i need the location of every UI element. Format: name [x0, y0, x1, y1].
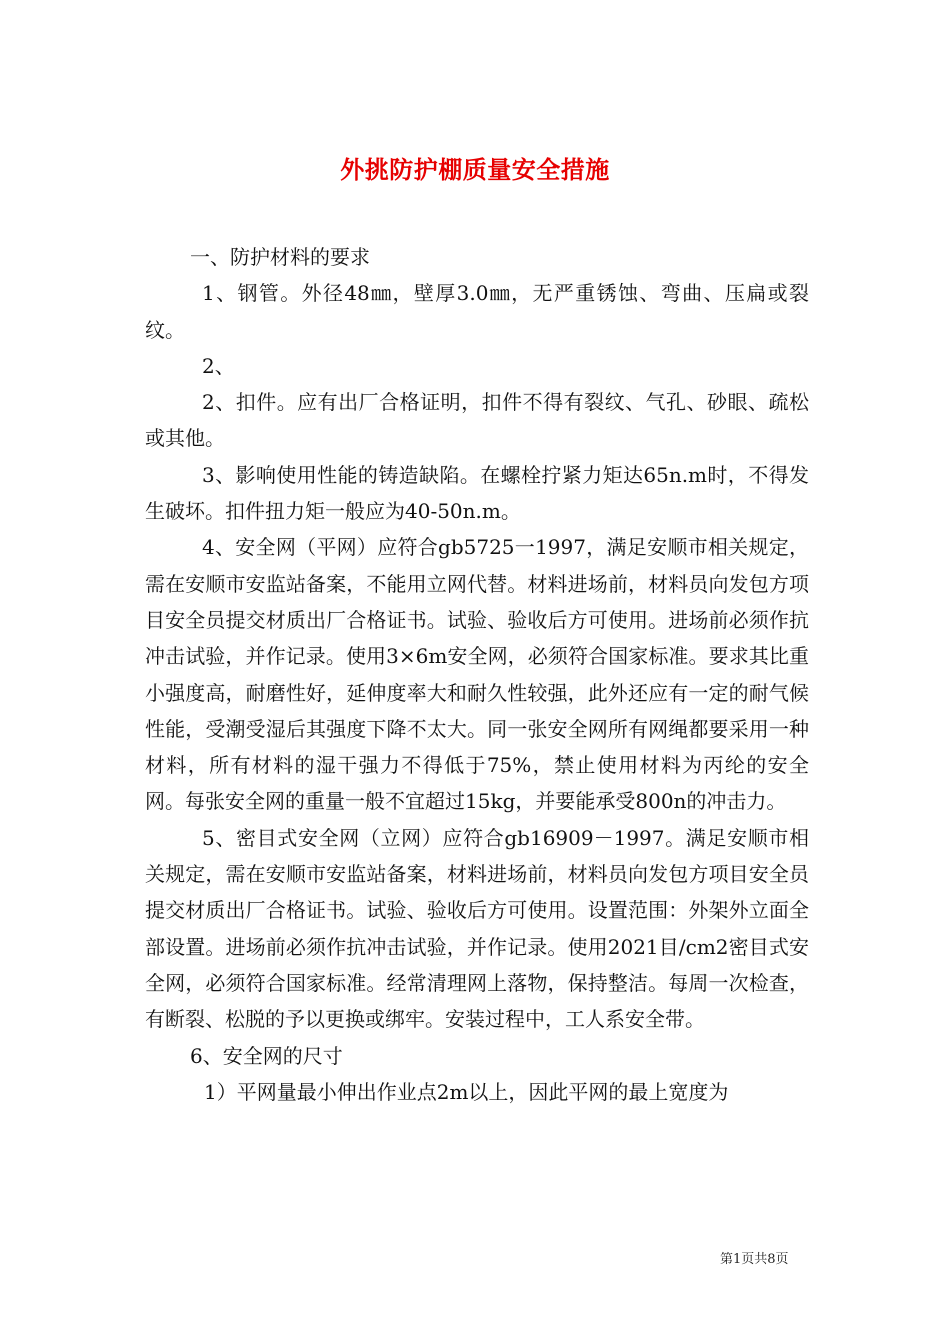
- document-title: 外挑防护棚质量安全措施: [340, 155, 610, 185]
- section-heading: 一、防护材料的要求: [190, 245, 370, 269]
- page-number: 第1页共8页: [720, 1252, 789, 1267]
- paragraph: 3、影响使用性能的铸造缺陷。在螺栓拧紧力矩达65n.m时，不得发生破坏。扣件扭力矩一般应为40-50n.m。: [145, 462, 809, 524]
- paragraph: 6、安全网的尺寸: [190, 1043, 343, 1068]
- paragraph: 2、扣件。应有出厂合格证明，扣件不得有裂纹、气孔、砂眼、疏松或其他。: [145, 390, 809, 451]
- paragraph: 1）平网量最小伸出作业点2m以上，因此平网的最上宽度为: [204, 1079, 729, 1104]
- paragraph: 2、: [202, 353, 235, 378]
- paragraph: 5、密目式安全网（立网）应符合gb16909－1997。满足安顺市相关规定，需在安顺市安监站备案，材料进场前，材料员向发包方项目安全员提交材质出厂合格证书。试验、验收后方可使用。设置范围：外架外立面全部设置。进场前必须作抗冲击试验，并作记录。使用2021目/cm2密目式安全网，必须符合国家标准。经常清理网上落物，保持整洁。每周一次检查，有断裂、松脱的予以更换或绑牢。安装过程中，工人系安全带。: [145, 825, 809, 1032]
- paragraph: 4、安全网（平网）应符合gb5725一1997，满足安顺市相关规定，需在安顺市安监站备案，不能用立网代替。材料进场前，材料员向发包方项目安全员提交材质出厂合格证书。试验、验收后方可使用。进场前必须作抗冲击试验，并作记录。使用3×6m安全网，必须符合国家标准。要求其比重小强度高，耐磨性好，延伸度率大和耐久性较强，此外还应有一定的耐气候性能，受潮受湿后其强度下降不太大。同一张安全网所有网绳都要采用一种材料，所有材料的湿干强力不得低于75%，禁止使用材料为丙纶的安全网。每张安全网的重量一般不宜超过15kg，并要能承受800n的冲击力。: [145, 535, 809, 814]
- paragraph: 1、钢管。外径48㎜，壁厚3.0㎜，无严重锈蚀、弯曲、压扁或裂纹。: [145, 281, 809, 342]
- document-body: [145, 239, 809, 1110]
